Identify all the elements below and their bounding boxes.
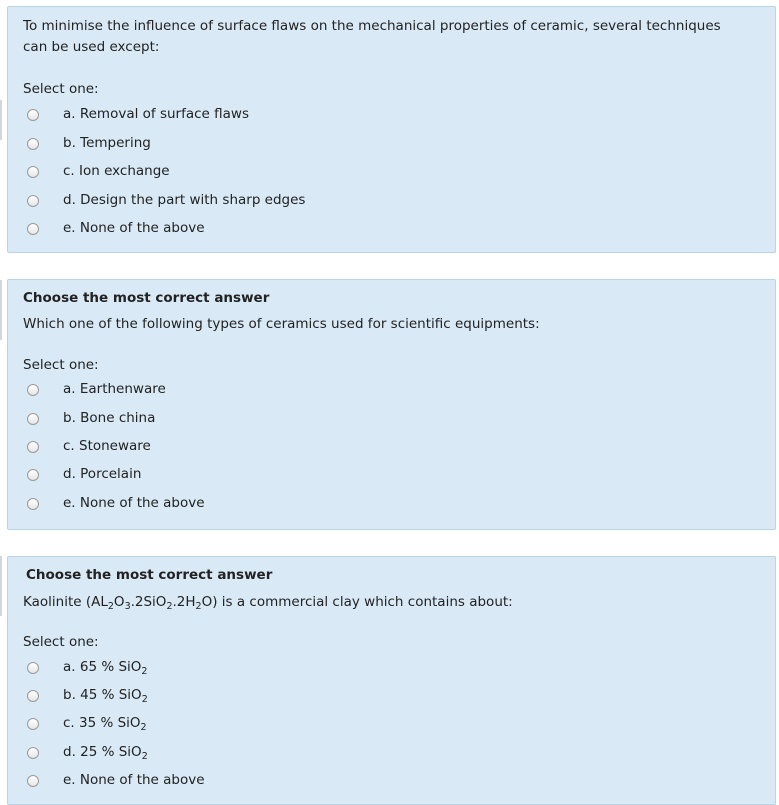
option-label[interactable] bbox=[63, 685, 148, 705]
subscript: 2 bbox=[107, 601, 114, 612]
subscript: 2 bbox=[140, 722, 147, 733]
question-card-2 bbox=[7, 279, 776, 530]
select-one-label: Select one: bbox=[23, 81, 99, 97]
question-text-part: O bbox=[113, 594, 125, 610]
answer-option-b[interactable] bbox=[8, 131, 608, 159]
option-label[interactable]: b. Bone china bbox=[63, 410, 156, 426]
option-label[interactable]: c. Stoneware bbox=[63, 438, 151, 454]
answer-option-d[interactable] bbox=[8, 740, 608, 768]
subscript: 3 bbox=[124, 601, 131, 612]
option-label[interactable] bbox=[63, 713, 147, 733]
option-text: e. None of the above bbox=[63, 772, 205, 788]
option-text: c. 35 % SiO bbox=[63, 715, 141, 731]
option-label[interactable]: e. None of the above bbox=[63, 495, 205, 511]
radio-button[interactable] bbox=[27, 413, 39, 425]
subscript: 2 bbox=[166, 601, 173, 612]
option-label[interactable]: a. Earthenware bbox=[63, 381, 166, 397]
radio-button[interactable] bbox=[27, 662, 39, 674]
radio-button[interactable] bbox=[27, 138, 39, 150]
select-one-label: Select one: bbox=[23, 357, 99, 373]
option-label[interactable] bbox=[63, 657, 147, 677]
option-label[interactable] bbox=[63, 742, 148, 762]
instruction-heading: Choose the most correct answer bbox=[26, 567, 273, 583]
radio-button[interactable] bbox=[27, 195, 39, 207]
answer-option-c[interactable] bbox=[8, 434, 608, 462]
answer-option-e[interactable] bbox=[8, 491, 608, 519]
answer-option-e[interactable] bbox=[8, 768, 608, 796]
radio-button[interactable] bbox=[27, 469, 39, 481]
option-label[interactable]: d. Porcelain bbox=[63, 466, 142, 482]
radio-button[interactable] bbox=[27, 109, 39, 121]
option-text: b. 45 % SiO bbox=[63, 687, 142, 703]
left-edge-mark bbox=[0, 280, 2, 340]
radio-button[interactable] bbox=[27, 747, 39, 759]
instruction-heading: Choose the most correct answer bbox=[23, 290, 270, 306]
radio-button[interactable] bbox=[27, 718, 39, 730]
answer-option-d[interactable] bbox=[8, 188, 608, 216]
radio-button[interactable] bbox=[27, 498, 39, 510]
radio-button[interactable] bbox=[27, 223, 39, 235]
question-text: Which one of the following types of ceramics used for scientific equipments: bbox=[23, 316, 540, 332]
question-text-part: O) is a commercial clay which contains about: bbox=[201, 594, 513, 610]
option-text: d. 25 % SiO bbox=[63, 744, 142, 760]
left-edge-mark bbox=[0, 556, 2, 616]
radio-button[interactable] bbox=[27, 384, 39, 396]
subscript: 2 bbox=[195, 601, 202, 612]
option-label[interactable]: e. None of the above bbox=[63, 220, 205, 236]
question-card-3 bbox=[7, 556, 776, 805]
answer-option-d[interactable] bbox=[8, 462, 608, 490]
radio-button[interactable] bbox=[27, 690, 39, 702]
radio-button[interactable] bbox=[27, 166, 39, 178]
answer-option-b[interactable] bbox=[8, 406, 608, 434]
subscript: 2 bbox=[141, 751, 148, 762]
left-edge-mark bbox=[0, 100, 2, 140]
option-label[interactable]: b. Tempering bbox=[63, 135, 151, 151]
option-text: a. 65 % SiO bbox=[63, 659, 142, 675]
question-text-part: .2H bbox=[172, 594, 196, 610]
select-one-label: Select one: bbox=[23, 634, 99, 650]
option-label[interactable]: c. Ion exchange bbox=[63, 163, 170, 179]
radio-button[interactable] bbox=[27, 441, 39, 453]
answer-option-c[interactable] bbox=[8, 711, 608, 739]
question-text bbox=[23, 592, 747, 613]
answer-option-c[interactable] bbox=[8, 159, 608, 187]
subscript: 2 bbox=[141, 694, 148, 705]
radio-button[interactable] bbox=[27, 775, 39, 787]
question-text-part: .2SiO bbox=[130, 594, 167, 610]
answer-option-b[interactable] bbox=[8, 683, 608, 711]
option-label[interactable]: d. Design the part with sharp edges bbox=[63, 192, 306, 208]
option-label[interactable]: a. Removal of surface flaws bbox=[63, 106, 249, 122]
answer-option-a[interactable] bbox=[8, 655, 608, 683]
question-card-1 bbox=[7, 6, 776, 253]
option-label[interactable] bbox=[63, 770, 205, 790]
subscript: 2 bbox=[141, 666, 148, 677]
question-text: To minimise the influence of surface flaws on the mechanical properties of ceramic, several techniques can be used except: bbox=[23, 18, 721, 55]
answer-option-a[interactable] bbox=[8, 102, 608, 130]
answer-option-e[interactable] bbox=[8, 216, 608, 244]
answer-option-a[interactable] bbox=[8, 377, 608, 405]
question-text-part: Kaolinite (AL bbox=[23, 594, 108, 610]
